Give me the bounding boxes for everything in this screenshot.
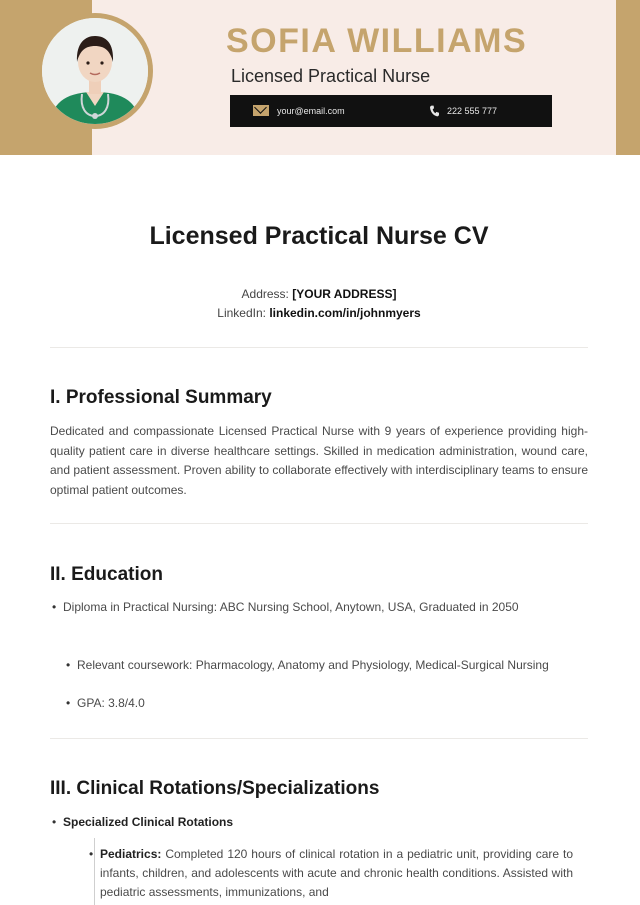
section-title-education: II. Education [50,564,163,585]
section-title-clinical: III. Clinical Rotations/Specializations [50,778,380,799]
profile-photo [42,18,148,124]
email-text: your@email.com [277,105,345,116]
pediatrics-label: Pediatrics: [100,847,162,861]
nurse-portrait-icon [42,18,148,124]
email-contact[interactable] [253,105,345,116]
education-diploma: • Diploma in Practical Nursing: ABC Nursing School, Anytown, USA, Graduated in 2050 [50,598,574,617]
divider [50,738,588,739]
clinical-subheading-text: Specialized Clinical Rotations [63,815,234,829]
contact-bar [230,95,552,127]
phone-text: 222 555 777 [447,106,498,116]
clinical-subheading [50,813,450,832]
phone-icon [430,105,439,117]
education-gpa: • GPA: 3.8/4.0 [64,694,562,713]
address-line [50,287,588,301]
summary-text: Dedicated and compassionate Licensed Practical Nurse with 9 years of experience providing high-quality patient care in diverse healthcare settings. Skilled in medication administration, wound care, and patient assessment. Proven ability to collaborate effectively with interdisciplinary teams to ensure optimal patient outcomes. [50,424,588,497]
gold-accent-right [616,0,640,155]
address-value: [YOUR ADDRESS] [292,287,397,301]
linkedin-label: LinkedIn: [217,306,266,320]
cv-title: Licensed Practical Nurse CV [149,222,489,250]
linkedin-line [50,306,588,320]
pediatrics-text: Completed 120 hours of clinical rotation in a pediatric unit, providing care to infants, children, and adolescents with acute and chronic health conditions. Assisted with pediatric assessments, immunizations, and [100,847,573,899]
section-title-summary: I. Professional Summary [50,387,272,408]
address-label: Address: [241,287,289,301]
divider [50,347,588,348]
candidate-role: Licensed Practical Nurse [231,66,431,86]
candidate-name: SOFIA WILLIAMS [226,22,528,60]
linkedin-value[interactable]: linkedin.com/in/johnmyers [269,306,421,320]
envelope-icon [253,105,269,116]
rotation-pediatrics [87,845,573,902]
phone-contact[interactable] [430,105,497,117]
divider [50,523,588,524]
profile-photo-frame [37,13,153,129]
header-band [0,0,640,155]
education-coursework: • Relevant coursework: Pharmacology, Anatomy and Physiology, Medical-Surgical Nursing [64,656,562,675]
